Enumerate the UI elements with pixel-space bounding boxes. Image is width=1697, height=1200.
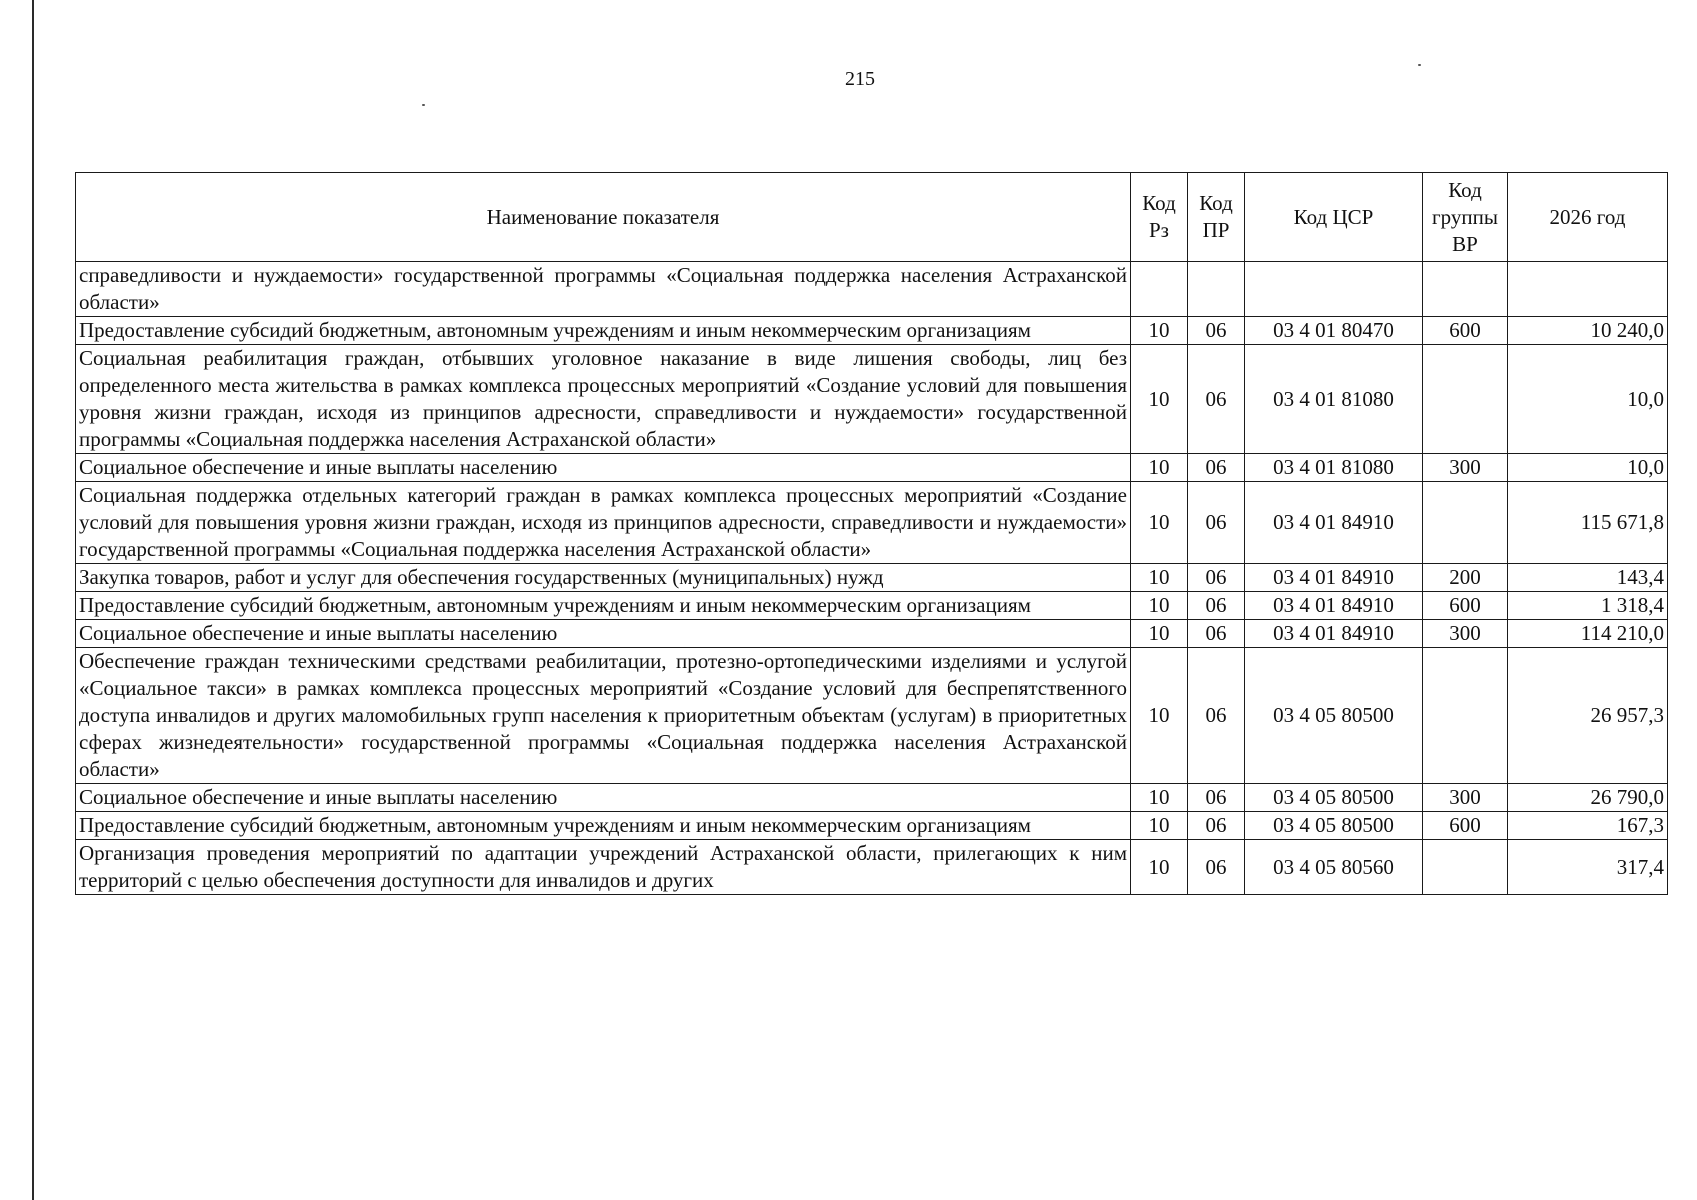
table-row [76, 784, 1668, 812]
table-row [76, 840, 1668, 895]
row-csr-code: 03 4 05 80500 [1245, 812, 1423, 840]
row-pr-code: 06 [1188, 564, 1245, 592]
row-pr-code: 06 [1188, 317, 1245, 345]
row-rz-code: 10 [1131, 840, 1188, 895]
row-vr-code: 600 [1423, 812, 1508, 840]
header-amount-2026: 2026 год [1508, 173, 1668, 262]
row-indicator-name: Предоставление субсидий бюджетным, автономным учреждениям и иным некоммерческим организациям [76, 317, 1131, 345]
row-pr-code: 06 [1188, 345, 1245, 454]
row-pr-code: 06 [1188, 482, 1245, 564]
scan-speck [1418, 64, 1421, 66]
row-vr-code: 300 [1423, 454, 1508, 482]
header-rz-code: Код Рз [1131, 173, 1188, 262]
binding-edge-line [32, 0, 34, 1200]
header-vr-group-code: Код группы ВР [1423, 173, 1508, 262]
row-rz-code: 10 [1131, 345, 1188, 454]
row-pr-code: 06 [1188, 454, 1245, 482]
row-rz-code: 10 [1131, 648, 1188, 784]
row-indicator-name: Организация проведения мероприятий по адаптации учреждений Астраханской области, прилегающих к ним территорий с целью обеспечения доступности для инвалидов и других [76, 840, 1131, 895]
row-rz-code: 10 [1131, 482, 1188, 564]
row-indicator-name: Предоставление субсидий бюджетным, автономным учреждениям и иным некоммерческим организациям [76, 592, 1131, 620]
row-amount: 317,4 [1508, 840, 1668, 895]
row-rz-code: 10 [1131, 592, 1188, 620]
row-amount: 26 957,3 [1508, 648, 1668, 784]
row-csr-code: 03 4 05 80560 [1245, 840, 1423, 895]
row-indicator-name: справедливости и нуждаемости» государственной программы «Социальная поддержка населения Астраханской области» [76, 262, 1131, 317]
table-row [76, 812, 1668, 840]
row-pr-code [1188, 262, 1245, 317]
row-pr-code: 06 [1188, 620, 1245, 648]
row-vr-code: 600 [1423, 317, 1508, 345]
row-amount: 26 790,0 [1508, 784, 1668, 812]
header-csr-code: Код ЦСР [1245, 173, 1423, 262]
row-vr-code [1423, 648, 1508, 784]
row-amount: 143,4 [1508, 564, 1668, 592]
row-csr-code [1245, 262, 1423, 317]
row-indicator-name: Обеспечение граждан техническими средствами реабилитации, протезно-ортопедическими изделиями и услугой «Социальное такси» в рамках комплекса процессных мероприятий «Создание условий для беспрепятственного доступа инвалидов и других маломобильных групп населения к приоритетным объектам (услугам) в приоритетных сферах жизнедеятельности» государственной программы «Социальная поддержка населения Астраханской области» [76, 648, 1131, 784]
scan-speck [422, 104, 425, 106]
row-indicator-name: Социальное обеспечение и иные выплаты населению [76, 784, 1131, 812]
row-vr-code [1423, 482, 1508, 564]
row-csr-code: 03 4 01 80470 [1245, 317, 1423, 345]
row-rz-code [1131, 262, 1188, 317]
row-rz-code: 10 [1131, 784, 1188, 812]
table-row [76, 620, 1668, 648]
row-pr-code: 06 [1188, 784, 1245, 812]
row-vr-code: 300 [1423, 784, 1508, 812]
row-indicator-name: Предоставление субсидий бюджетным, автономным учреждениям и иным некоммерческим организациям [76, 812, 1131, 840]
table-row [76, 592, 1668, 620]
table-header-row [76, 173, 1668, 262]
table-row [76, 482, 1668, 564]
row-amount [1508, 262, 1668, 317]
row-pr-code: 06 [1188, 592, 1245, 620]
row-rz-code: 10 [1131, 317, 1188, 345]
row-vr-code: 300 [1423, 620, 1508, 648]
row-csr-code: 03 4 01 84910 [1245, 482, 1423, 564]
row-amount: 114 210,0 [1508, 620, 1668, 648]
row-rz-code: 10 [1131, 454, 1188, 482]
table-row [76, 564, 1668, 592]
budget-table [75, 172, 1668, 895]
row-indicator-name: Закупка товаров, работ и услуг для обеспечения государственных (муниципальных) нужд [76, 564, 1131, 592]
header-indicator-name: Наименование показателя [76, 173, 1131, 262]
row-amount: 10,0 [1508, 345, 1668, 454]
row-csr-code: 03 4 01 84910 [1245, 620, 1423, 648]
row-pr-code: 06 [1188, 840, 1245, 895]
table-row [76, 317, 1668, 345]
row-indicator-name: Социальное обеспечение и иные выплаты населению [76, 620, 1131, 648]
row-vr-code [1423, 345, 1508, 454]
row-csr-code: 03 4 01 84910 [1245, 564, 1423, 592]
row-amount: 10 240,0 [1508, 317, 1668, 345]
row-csr-code: 03 4 01 81080 [1245, 345, 1423, 454]
row-amount: 10,0 [1508, 454, 1668, 482]
row-vr-code: 200 [1423, 564, 1508, 592]
row-vr-code [1423, 262, 1508, 317]
row-csr-code: 03 4 05 80500 [1245, 648, 1423, 784]
page-number: 215 [845, 68, 875, 90]
row-csr-code: 03 4 01 84910 [1245, 592, 1423, 620]
row-vr-code: 600 [1423, 592, 1508, 620]
row-csr-code: 03 4 05 80500 [1245, 784, 1423, 812]
row-vr-code [1423, 840, 1508, 895]
table-row [76, 262, 1668, 317]
row-amount: 1 318,4 [1508, 592, 1668, 620]
row-rz-code: 10 [1131, 564, 1188, 592]
row-amount: 115 671,8 [1508, 482, 1668, 564]
table-row [76, 454, 1668, 482]
row-csr-code: 03 4 01 81080 [1245, 454, 1423, 482]
row-indicator-name: Социальное обеспечение и иные выплаты населению [76, 454, 1131, 482]
row-rz-code: 10 [1131, 812, 1188, 840]
row-pr-code: 06 [1188, 648, 1245, 784]
row-rz-code: 10 [1131, 620, 1188, 648]
row-amount: 167,3 [1508, 812, 1668, 840]
table-row [76, 345, 1668, 454]
row-pr-code: 06 [1188, 812, 1245, 840]
row-indicator-name: Социальная поддержка отдельных категорий граждан в рамках комплекса процессных мероприятий «Создание условий для повышения уровня жизни граждан, исходя из принципов адресности, справедливости и нуждаемости» государственной программы «Социальная поддержка населения Астраханской области» [76, 482, 1131, 564]
row-indicator-name: Социальная реабилитация граждан, отбывших уголовное наказание в виде лишения свободы, лиц без определенного места жительства в рамках комплекса процессных мероприятий «Создание условий для повышения уровня жизни граждан, исходя из принципов адресности, справедливости и нуждаемости» государственной программы «Социальная поддержка населения Астраханской области» [76, 345, 1131, 454]
table-row [76, 648, 1668, 784]
header-pr-code: Код ПР [1188, 173, 1245, 262]
